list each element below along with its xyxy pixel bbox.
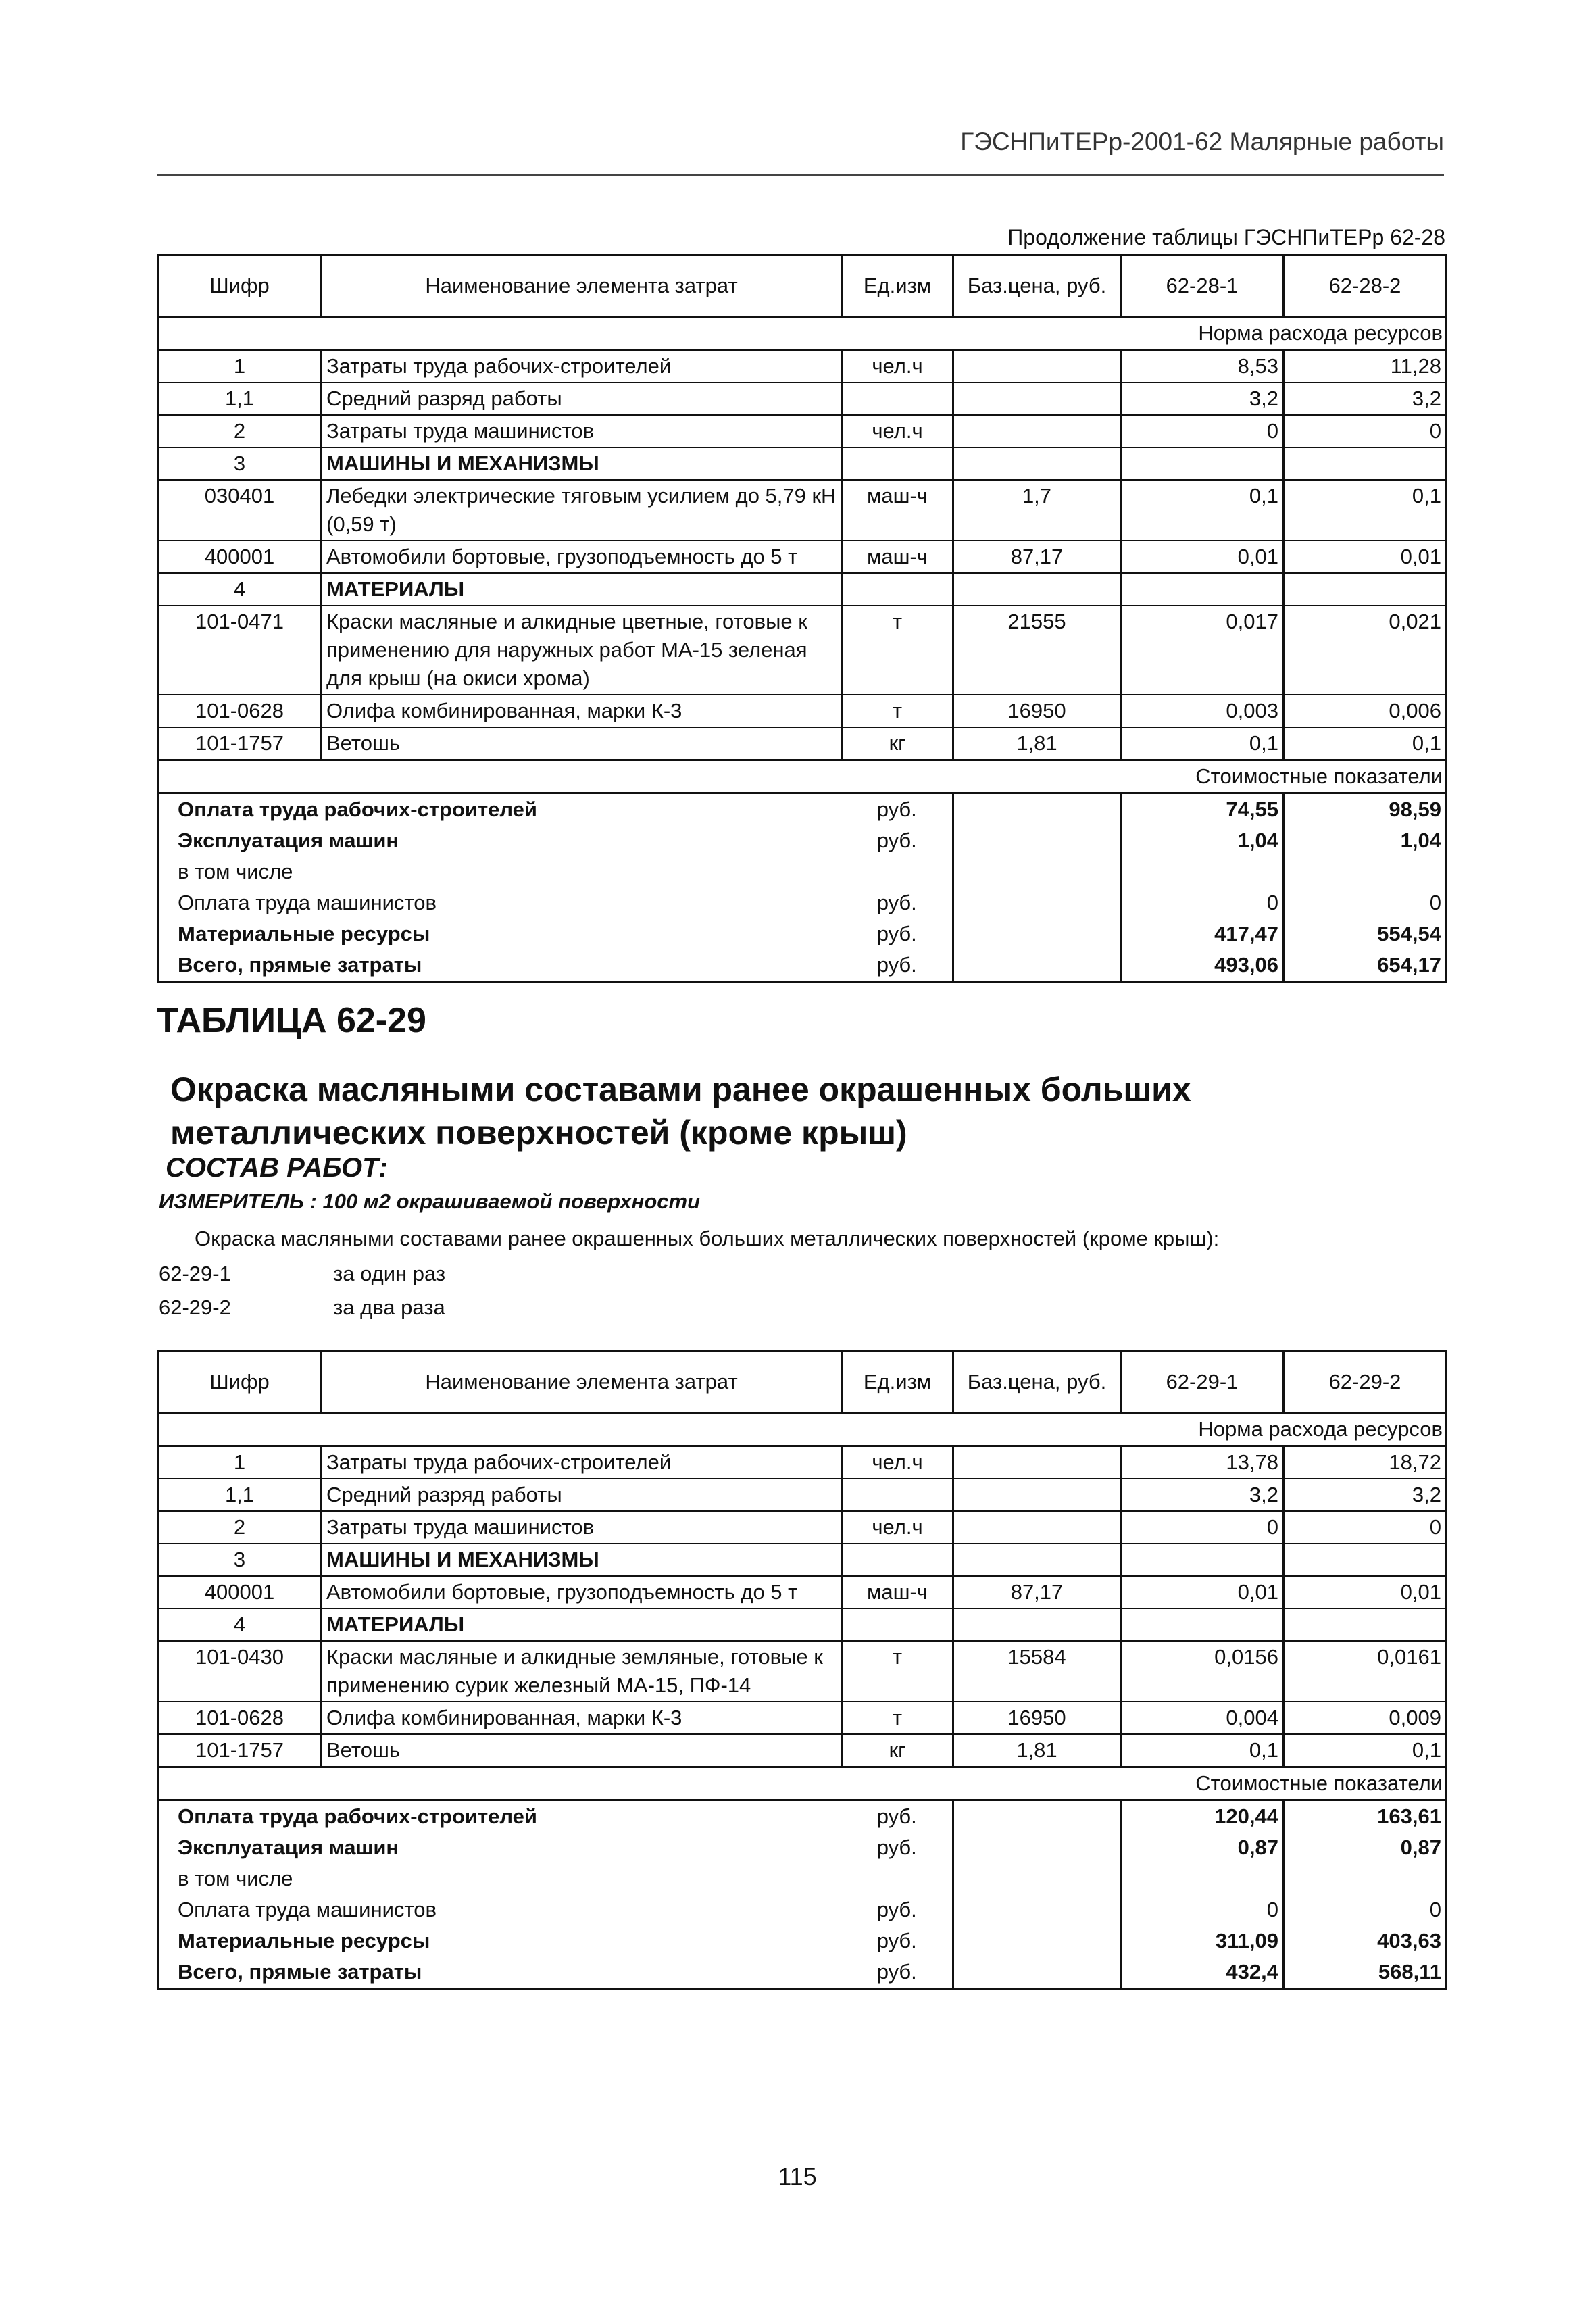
cost-row-value-1: 432,4 <box>1121 1956 1284 1989</box>
cost-row-name: Материальные ресурсы <box>158 1925 842 1956</box>
row-unit: маш-ч <box>842 541 953 573</box>
cost-row-empty <box>953 1832 1121 1863</box>
row-name: Лебедки электрические тяговым усилием до 5,79 кН (0,59 т) <box>322 480 842 541</box>
row-code: 3 <box>158 447 322 480</box>
row-base-price <box>953 1544 1121 1576</box>
work-item-text: за один раз <box>333 1262 446 1285</box>
cost-row-value-1 <box>1121 1863 1284 1894</box>
cost-row-empty <box>953 793 1121 826</box>
row-code: 1 <box>158 1446 322 1479</box>
column-header: Наименование элемента затрат <box>322 1352 842 1413</box>
cost-row-unit: руб. <box>842 825 953 856</box>
cost-row-name: Эксплуатация машин <box>158 1832 842 1863</box>
cost-row-value-2 <box>1284 856 1447 887</box>
row-value-1: 0 <box>1121 1511 1284 1544</box>
row-value-1 <box>1121 447 1284 480</box>
row-unit: маш-ч <box>842 480 953 541</box>
running-title: ГЭСНПиТЕРр-2001-62 Малярные работы <box>960 128 1444 155</box>
row-base-price <box>953 1511 1121 1544</box>
row-unit: чел.ч <box>842 415 953 447</box>
cost-row <box>158 887 1447 918</box>
row-value-1: 0 <box>1121 415 1284 447</box>
header-rule <box>157 174 1444 176</box>
cost-row-name: в том числе <box>158 1863 842 1894</box>
row-value-1: 3,2 <box>1121 383 1284 415</box>
cost-row-value-1: 0 <box>1121 887 1284 918</box>
cost-row-name: Оплата труда рабочих-строителей <box>158 1800 842 1833</box>
column-header: Шифр <box>158 1352 322 1413</box>
cost-row <box>158 825 1447 856</box>
row-name: Затраты труда рабочих-строителей <box>322 1446 842 1479</box>
row-value-2: 0,1 <box>1284 480 1447 541</box>
cost-row-empty <box>953 1800 1121 1833</box>
row-base-price: 1,81 <box>953 727 1121 760</box>
column-header: Шифр <box>158 255 322 317</box>
row-value-2: 0,0161 <box>1284 1641 1447 1702</box>
row-unit: т <box>842 1641 953 1702</box>
row-code: 030401 <box>158 480 322 541</box>
row-value-1: 0,01 <box>1121 541 1284 573</box>
row-code: 4 <box>158 573 322 606</box>
table-row <box>158 1576 1447 1608</box>
row-value-1: 0,1 <box>1121 1734 1284 1767</box>
cost-row-unit <box>842 856 953 887</box>
row-name: Автомобили бортовые, грузоподъемность до 5 т <box>322 541 842 573</box>
izmeritel: ИЗМЕРИТЕЛЬ : 100 м2 окрашиваемой поверхности <box>159 1189 701 1213</box>
cost-row <box>158 1800 1447 1833</box>
row-value-2: 0,01 <box>1284 541 1447 573</box>
cost-row-value-1: 1,04 <box>1121 825 1284 856</box>
cost-row-name: Эксплуатация машин <box>158 825 842 856</box>
cost-row <box>158 950 1447 982</box>
cost-section-row <box>158 760 1447 793</box>
row-name: Краски масляные и алкидные земляные, готовые к применению сурик железный МА-15, ПФ-14 <box>322 1641 842 1702</box>
row-value-2 <box>1284 1608 1447 1641</box>
cost-row-name: Оплата труда рабочих-строителей <box>158 793 842 826</box>
row-base-price <box>953 383 1121 415</box>
table-row <box>158 383 1447 415</box>
row-base-price <box>953 1608 1121 1641</box>
cost-row-value-1: 0 <box>1121 1894 1284 1925</box>
table-header-row <box>158 1352 1447 1413</box>
row-base-price: 21555 <box>953 606 1121 695</box>
row-base-price <box>953 573 1121 606</box>
norm-section-label: Норма расхода ресурсов <box>158 317 1447 350</box>
row-base-price: 1,81 <box>953 1734 1121 1767</box>
row-code: 101-0471 <box>158 606 322 695</box>
work-description: Окраска масляными составами ранее окрашенных больших металлических поверхностей (кроме крыш): <box>195 1227 1220 1250</box>
cost-row-name: Оплата труда машинистов <box>158 887 842 918</box>
row-unit: кг <box>842 1734 953 1767</box>
row-value-1: 0,017 <box>1121 606 1284 695</box>
cost-row-value-2: 0 <box>1284 887 1447 918</box>
cost-row-unit: руб. <box>842 1956 953 1989</box>
table-row <box>158 350 1447 383</box>
cost-row <box>158 1925 1447 1956</box>
row-unit <box>842 447 953 480</box>
cost-row-empty <box>953 918 1121 950</box>
cost-table-62-28 <box>157 254 1447 983</box>
row-value-1 <box>1121 1544 1284 1576</box>
cost-row-value-2: 1,04 <box>1284 825 1447 856</box>
row-base-price: 16950 <box>953 695 1121 727</box>
row-name: Ветошь <box>322 727 842 760</box>
cost-row-value-1: 311,09 <box>1121 1925 1284 1956</box>
cost-row-value-2: 568,11 <box>1284 1956 1447 1989</box>
table-header-row <box>158 255 1447 317</box>
row-unit: кг <box>842 727 953 760</box>
table-row <box>158 606 1447 695</box>
column-header: Баз.цена, руб. <box>953 255 1121 317</box>
row-name: Олифа комбинированная, марки К-3 <box>322 695 842 727</box>
row-value-1 <box>1121 1608 1284 1641</box>
row-value-1: 0,1 <box>1121 480 1284 541</box>
row-unit <box>842 573 953 606</box>
row-value-2: 0 <box>1284 415 1447 447</box>
row-value-1: 0,004 <box>1121 1702 1284 1734</box>
cost-row-value-2: 654,17 <box>1284 950 1447 982</box>
table-row <box>158 1734 1447 1767</box>
cost-row-value-2: 163,61 <box>1284 1800 1447 1833</box>
table-row <box>158 1702 1447 1734</box>
column-header: Баз.цена, руб. <box>953 1352 1121 1413</box>
column-header: Ед.изм <box>842 1352 953 1413</box>
work-item-text: за два раза <box>333 1296 445 1319</box>
table-row <box>158 541 1447 573</box>
row-unit: чел.ч <box>842 350 953 383</box>
row-value-2 <box>1284 447 1447 480</box>
cost-row-value-1: 493,06 <box>1121 950 1284 982</box>
row-value-2 <box>1284 573 1447 606</box>
cost-row-value-2: 0,87 <box>1284 1832 1447 1863</box>
row-code: 1,1 <box>158 1479 322 1511</box>
cost-section-label: Стоимостные показатели <box>158 1767 1447 1800</box>
cost-row-value-2: 98,59 <box>1284 793 1447 826</box>
cost-row-unit: руб. <box>842 793 953 826</box>
row-value-2: 11,28 <box>1284 350 1447 383</box>
row-value-2: 0,021 <box>1284 606 1447 695</box>
row-unit <box>842 1544 953 1576</box>
cost-row-empty <box>953 1956 1121 1989</box>
row-unit <box>842 1479 953 1511</box>
cost-section-label: Стоимостные показатели <box>158 760 1447 793</box>
row-value-2: 18,72 <box>1284 1446 1447 1479</box>
cost-row <box>158 918 1447 950</box>
page-number: 115 <box>778 2163 817 2190</box>
row-name: Краски масляные и алкидные цветные, готовые к применению для наружных работ МА-15 зеленая для крыш (на окиси хрома) <box>322 606 842 695</box>
table-row <box>158 1608 1447 1641</box>
cost-row-unit: руб. <box>842 918 953 950</box>
cost-row-unit: руб. <box>842 1800 953 1833</box>
row-unit: маш-ч <box>842 1576 953 1608</box>
row-value-1: 0,0156 <box>1121 1641 1284 1702</box>
cost-row <box>158 856 1447 887</box>
cost-row-name: Материальные ресурсы <box>158 918 842 950</box>
cost-row-value-2 <box>1284 1863 1447 1894</box>
cost-row-name: Всего, прямые затраты <box>158 1956 842 1989</box>
row-name: Ветошь <box>322 1734 842 1767</box>
work-item <box>159 1296 445 1320</box>
row-value-2 <box>1284 1544 1447 1576</box>
row-name: Средний разряд работы <box>322 1479 842 1511</box>
cost-row-empty <box>953 856 1121 887</box>
row-base-price: 87,17 <box>953 1576 1121 1608</box>
sostav-heading: СОСТАВ РАБОТ: <box>166 1153 388 1183</box>
row-value-1: 0,01 <box>1121 1576 1284 1608</box>
row-value-1: 3,2 <box>1121 1479 1284 1511</box>
row-code: 3 <box>158 1544 322 1576</box>
row-code: 101-0628 <box>158 695 322 727</box>
table-row <box>158 480 1447 541</box>
work-item <box>159 1262 445 1286</box>
row-value-2: 3,2 <box>1284 1479 1447 1511</box>
table-row <box>158 727 1447 760</box>
row-unit: т <box>842 695 953 727</box>
cost-row-name: Всего, прямые затраты <box>158 950 842 982</box>
row-name: МАТЕРИАЛЫ <box>322 573 842 606</box>
column-header: 62-28-1 <box>1121 255 1284 317</box>
row-code: 1 <box>158 350 322 383</box>
row-value-2: 0,006 <box>1284 695 1447 727</box>
cost-section-row <box>158 1767 1447 1800</box>
row-base-price: 16950 <box>953 1702 1121 1734</box>
row-base-price: 15584 <box>953 1641 1121 1702</box>
cost-row-name: в том числе <box>158 856 842 887</box>
table1-caption: Продолжение таблицы ГЭСНПиТЕРр 62-28 <box>1007 225 1445 249</box>
work-item-code: 62-29-1 <box>159 1262 231 1285</box>
row-name: Затраты труда рабочих-строителей <box>322 350 842 383</box>
row-base-price <box>953 447 1121 480</box>
row-value-2: 0 <box>1284 1511 1447 1544</box>
cost-row-unit: руб. <box>842 887 953 918</box>
cost-row-value-1: 74,55 <box>1121 793 1284 826</box>
cost-row-empty <box>953 825 1121 856</box>
column-header: Наименование элемента затрат <box>322 255 842 317</box>
cost-row-unit: руб. <box>842 1925 953 1956</box>
table-row <box>158 573 1447 606</box>
row-value-1: 13,78 <box>1121 1446 1284 1479</box>
row-code: 4 <box>158 1608 322 1641</box>
cost-row-value-1: 0,87 <box>1121 1832 1284 1863</box>
row-value-2: 0,009 <box>1284 1702 1447 1734</box>
table-row <box>158 1511 1447 1544</box>
row-unit <box>842 383 953 415</box>
cost-row-unit: руб. <box>842 1832 953 1863</box>
row-code: 2 <box>158 415 322 447</box>
cost-row-value-2: 554,54 <box>1284 918 1447 950</box>
row-value-2: 0,1 <box>1284 1734 1447 1767</box>
cost-row <box>158 1894 1447 1925</box>
table-row <box>158 1544 1447 1576</box>
row-unit: чел.ч <box>842 1511 953 1544</box>
cost-row-value-2: 0 <box>1284 1894 1447 1925</box>
row-name: МАШИНЫ И МЕХАНИЗМЫ <box>322 1544 842 1576</box>
work-item-code: 62-29-2 <box>159 1296 231 1319</box>
cost-row <box>158 1863 1447 1894</box>
cost-table-62-29 <box>157 1350 1447 1990</box>
table-row <box>158 1641 1447 1702</box>
column-header: 62-28-2 <box>1284 255 1447 317</box>
row-value-1: 0,1 <box>1121 727 1284 760</box>
cost-row-empty <box>953 1925 1121 1956</box>
cost-row <box>158 1956 1447 1989</box>
cost-row-value-1: 417,47 <box>1121 918 1284 950</box>
row-code: 400001 <box>158 1576 322 1608</box>
row-name: МАТЕРИАЛЫ <box>322 1608 842 1641</box>
cost-row-empty <box>953 887 1121 918</box>
table-62-29-title: ТАБЛИЦА 62-29 <box>157 1001 426 1040</box>
norm-section-row <box>158 1413 1447 1446</box>
row-unit <box>842 1608 953 1641</box>
table-row <box>158 415 1447 447</box>
row-name: Затраты труда машинистов <box>322 1511 842 1544</box>
row-code: 101-0628 <box>158 1702 322 1734</box>
table-row <box>158 1479 1447 1511</box>
row-code: 1,1 <box>158 383 322 415</box>
cost-row-value-1: 120,44 <box>1121 1800 1284 1833</box>
cost-row <box>158 1832 1447 1863</box>
row-base-price <box>953 1446 1121 1479</box>
row-base-price <box>953 415 1121 447</box>
row-code: 101-1757 <box>158 1734 322 1767</box>
cost-row-empty <box>953 950 1121 982</box>
row-name: Затраты труда машинистов <box>322 415 842 447</box>
row-code: 400001 <box>158 541 322 573</box>
row-name: Средний разряд работы <box>322 383 842 415</box>
table-row <box>158 1446 1447 1479</box>
row-value-2: 0,1 <box>1284 727 1447 760</box>
table-62-29-description: Окраска масляными составами ранее окрашенных больших металлических поверхностей (кроме крыш) <box>170 1070 1191 1152</box>
table-row <box>158 695 1447 727</box>
row-unit: чел.ч <box>842 1446 953 1479</box>
norm-section-label: Норма расхода ресурсов <box>158 1413 1447 1446</box>
row-name: Автомобили бортовые, грузоподъемность до 5 т <box>322 1576 842 1608</box>
cost-row-value-2: 403,63 <box>1284 1925 1447 1956</box>
row-base-price: 87,17 <box>953 541 1121 573</box>
cost-row-value-1 <box>1121 856 1284 887</box>
row-unit: т <box>842 606 953 695</box>
column-header: Ед.изм <box>842 255 953 317</box>
row-value-1: 8,53 <box>1121 350 1284 383</box>
row-value-2: 3,2 <box>1284 383 1447 415</box>
cost-row-unit <box>842 1863 953 1894</box>
row-base-price: 1,7 <box>953 480 1121 541</box>
row-value-1 <box>1121 573 1284 606</box>
column-header: 62-29-2 <box>1284 1352 1447 1413</box>
row-value-2: 0,01 <box>1284 1576 1447 1608</box>
norm-section-row <box>158 317 1447 350</box>
column-header: 62-29-1 <box>1121 1352 1284 1413</box>
row-unit: т <box>842 1702 953 1734</box>
cost-row-empty <box>953 1894 1121 1925</box>
row-code: 101-1757 <box>158 727 322 760</box>
row-value-1: 0,003 <box>1121 695 1284 727</box>
row-code: 2 <box>158 1511 322 1544</box>
row-base-price <box>953 1479 1121 1511</box>
row-name: Олифа комбинированная, марки К-3 <box>322 1702 842 1734</box>
cost-row-unit: руб. <box>842 950 953 982</box>
cost-row-name: Оплата труда машинистов <box>158 1894 842 1925</box>
row-name: МАШИНЫ И МЕХАНИЗМЫ <box>322 447 842 480</box>
cost-row <box>158 793 1447 826</box>
row-code: 101-0430 <box>158 1641 322 1702</box>
table-row <box>158 447 1447 480</box>
cost-row-empty <box>953 1863 1121 1894</box>
row-base-price <box>953 350 1121 383</box>
cost-row-unit: руб. <box>842 1894 953 1925</box>
